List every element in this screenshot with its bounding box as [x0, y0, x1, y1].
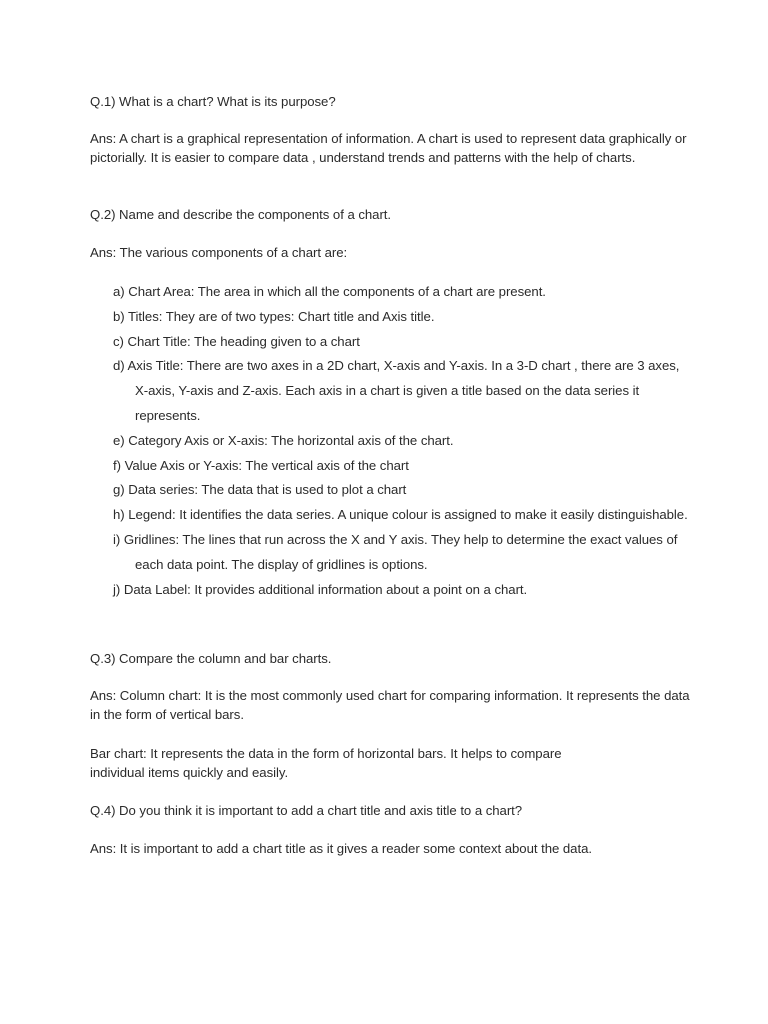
list-item-text: Legend: It identifies the data series. A unique colour is assigned to make it easily distinguishable. — [128, 507, 688, 523]
list-item-text: Chart Title: The heading given to a chart — [127, 333, 360, 349]
list-item — [90, 578, 690, 603]
answer-2-intro: Ans: The various components of a chart are: — [90, 245, 348, 260]
question-3: Q.3) Compare the column and bar charts. — [90, 651, 332, 666]
list-item — [90, 330, 690, 355]
list-marker: a) — [113, 284, 125, 299]
list-marker: c) — [113, 333, 124, 349]
list-marker: j) — [113, 581, 121, 597]
question-4: Q.4) Do you think it is important to add a chart title and axis title to a chart? — [90, 803, 523, 818]
list-item — [90, 354, 690, 428]
list-item-text: Value Axis or Y-axis: The vertical axis of the chart — [124, 457, 409, 473]
list-marker: f) — [113, 457, 121, 473]
question-2: Q.2) Name and describe the components of a chart. — [90, 207, 392, 222]
list-marker: g) — [113, 482, 125, 498]
answer-3-bar-line1: Bar chart: It represents the data in the form of horizontal bars. It helps to compare — [90, 746, 562, 761]
answer-3-bar-line2: individual items quickly and easily. — [90, 765, 289, 780]
list-marker: i) — [113, 531, 121, 547]
list-marker: e) — [113, 432, 125, 448]
answer-4: Ans: It is important to add a chart title as it gives a reader some context about the data. — [90, 841, 592, 856]
list-item — [90, 305, 690, 330]
list-item — [90, 454, 690, 479]
question-1: Q.1) What is a chart? What is its purpose? — [90, 94, 336, 109]
list-item-text: Gridlines: The lines that run across the X and Y axis. They help to determine the exact values of each data point. The display of gridlines is options. — [123, 531, 678, 572]
list-item-text: Titles: They are of two types: Chart title and Axis title. — [128, 308, 435, 324]
list-marker: d) — [113, 358, 125, 374]
list-item-text: Chart Area: The area in which all the components of a chart are present. — [128, 284, 546, 299]
answer-3-column: Ans: Column chart: It is the most commonly used chart for comparing information. It represents the data in the form of vertical bars. — [90, 688, 690, 722]
answer-3-bar — [90, 744, 690, 782]
list-item-text: Axis Title: There are two axes in a 2D chart, X-axis and Y-axis. In a 3-D chart , there are 3 axes, X-axis, Y-axis and Z-axis. Each axis in a chart is given a title based on the data series it represents. — [127, 358, 680, 423]
list-item — [90, 528, 690, 578]
list-marker: b) — [113, 308, 125, 324]
chart-components-list — [90, 280, 690, 602]
list-item-text: Category Axis or X-axis: The horizontal axis of the chart. — [128, 432, 454, 448]
list-item — [90, 503, 690, 528]
list-item-text: Data series: The data that is used to plot a chart — [128, 482, 407, 498]
list-marker: h) — [113, 507, 125, 523]
list-item — [90, 478, 690, 503]
answer-1: Ans: A chart is a graphical representation of information. A chart is used to represent data graphically or pictorially. It is easier to compare data , understand trends and patterns with the help of charts. — [90, 131, 687, 165]
list-item-text: Data Label: It provides additional information about a point on a chart. — [123, 581, 528, 597]
list-item — [90, 280, 690, 305]
list-item — [90, 429, 690, 454]
